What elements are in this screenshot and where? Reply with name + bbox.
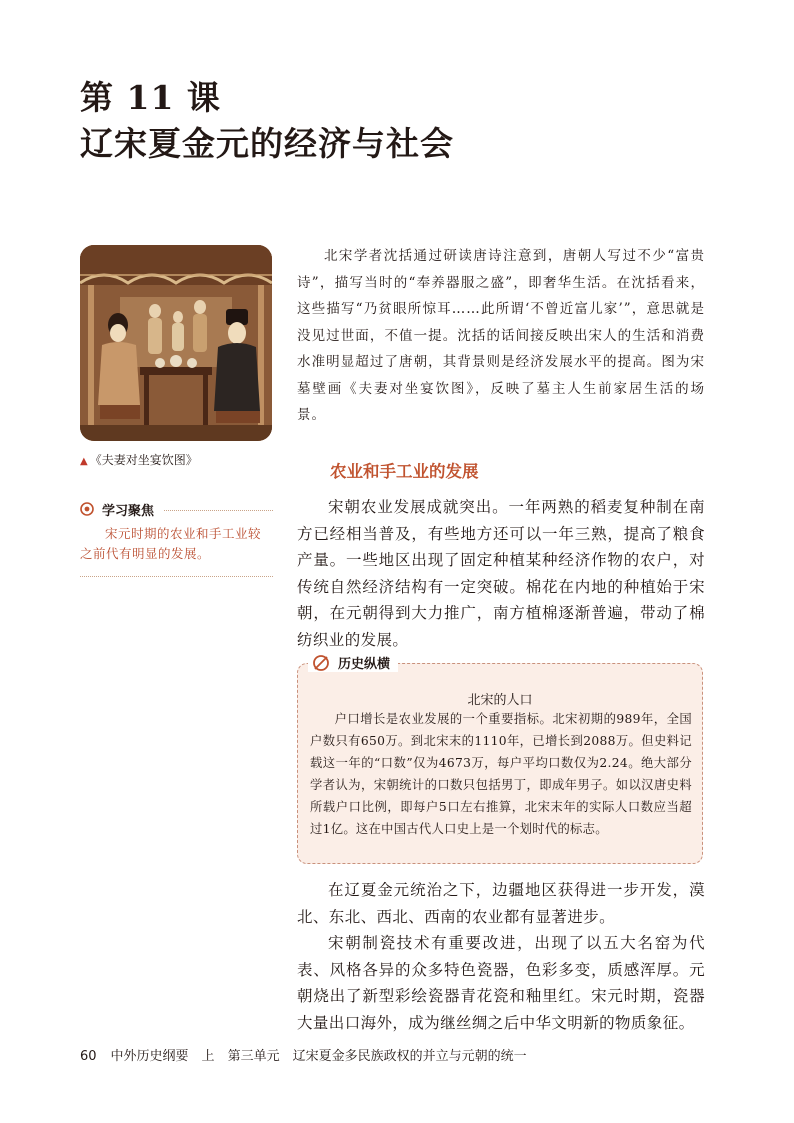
body-paragraph: 宋朝农业发展成就突出。一年两熟的稻麦复种制在南方已经相当普及，有些地方还可以一年三熟，提高了粮食产量。一些地区出现了固定种植某种经济作物的农户，对传统自然经济结构有一定突破。棉花在内地的种植始于宋朝，在元朝得到大力推广，南方植棉逐渐普遍，带动了棉纺织业的发展。	[297, 498, 705, 649]
book-title: 中外历史纲要 上	[110, 1049, 215, 1064]
history-icon	[312, 654, 330, 672]
history-box-title: 北宋的人口	[467, 693, 533, 708]
intro-paragraph: 北宋学者沈括通过研读唐诗注意到，唐朝人写过不少“富贵诗”，描写当时的“奉养器服之盛”，即奢华生活。在沈括看来，这些描写“乃贫眼所惊耳……此所谓‘不曾近富儿家’”，意思就是没见过世面，不值一提。沈括的话间接反映出宋人的生活和消费水准明显超过了唐朝，其背景则是经济发展水平的提高。图为宋墓壁画《夫妻对坐宴饮图》，反映了墓主人生前家居生活的场景。	[297, 248, 705, 423]
body-paragraph: 在辽夏金元统治之下，边疆地区获得进一步开发，漠北、东北、西北、西南的农业都有显著进步。	[297, 881, 705, 926]
triangle-icon: ▲	[80, 456, 88, 467]
mural-image	[80, 245, 272, 441]
history-box-header	[308, 653, 398, 672]
lesson-title: 辽宋夏金元的经济与社会	[80, 124, 454, 163]
divider	[164, 510, 273, 511]
body-paragraph: 宋朝制瓷技术有重要改进，出现了以五大名窑为代表、风格各异的众多特色瓷器，色彩多变，质感浑厚。元朝烧出了新型彩绘瓷器青花瓷和釉里红。宋元时期，瓷器大量出口海外，成为继丝绸之后中华文明新的物质象征。	[297, 934, 705, 1032]
page-number: 60	[80, 1049, 97, 1064]
section-heading: 农业和手工业的发展	[330, 462, 479, 481]
history-box-label: 历史纵横	[338, 657, 391, 672]
page-footer	[80, 1045, 527, 1064]
figure-caption	[80, 452, 198, 470]
caption-text: 《夫妻对坐宴饮图》	[89, 453, 198, 467]
study-focus-label: 学习聚焦	[102, 503, 155, 519]
study-focus-text: 宋元时期的农业和手工业较之前代有明显的发展。	[80, 524, 273, 577]
focus-target-icon	[80, 502, 94, 516]
study-focus	[80, 500, 273, 577]
unit-title: 第三单元 辽宋夏金多民族政权的并立与元朝的统一	[227, 1049, 527, 1064]
lesson-number: 第 11 课	[80, 78, 221, 117]
history-box-text: 户口增长是农业发展的一个重要指标。北宋初期的989年，全国户数只有650万。到北宋末的1110年，已增长到2088万。但史料记载这一年的“口数”仅为4673万，每户平均口数仅为2.24。绝大部分学者认为，宋朝统计的口数只包括男丁，即成年男子。如以汉唐史料所载户口比例，即每户5口左右推算，北宋末年的实际人口数应当超过1亿。这在中国古代人口史上是一个划时代的标志。	[310, 712, 692, 836]
